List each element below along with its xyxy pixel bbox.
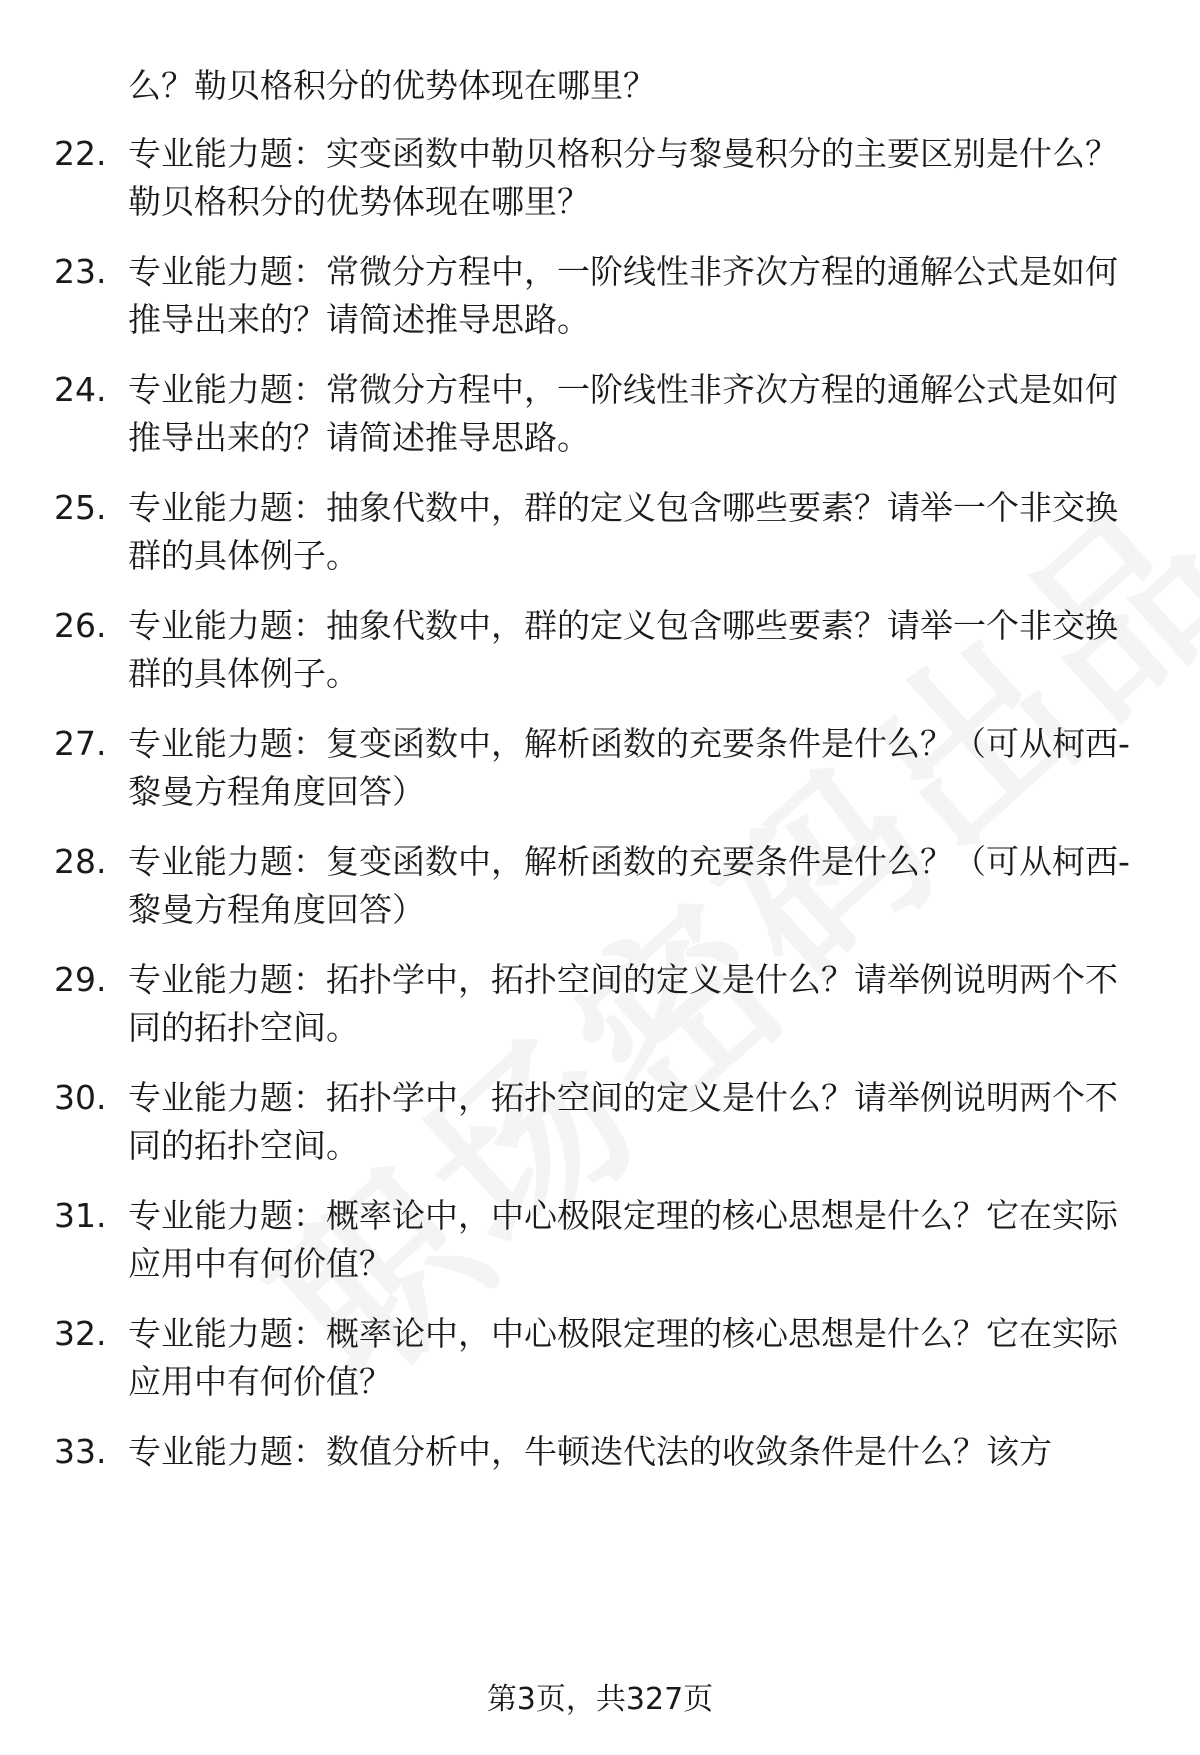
- continued-question-text: 么？勒贝格积分的优势体现在哪里？: [128, 66, 656, 105]
- question-number: 33.: [54, 1432, 107, 1471]
- question-number: 22.: [54, 134, 107, 173]
- question-number: 26.: [54, 606, 107, 645]
- question-number: 31.: [54, 1196, 107, 1235]
- question-text: 专业能力题：常微分方程中，一阶线性非齐次方程的通解公式是如何推导出来的？请简述推导思路。: [128, 252, 1118, 339]
- question-number: 28.: [54, 842, 107, 881]
- question-text: 专业能力题：抽象代数中，群的定义包含哪些要素？请举一个非交换群的具体例子。: [128, 488, 1118, 575]
- question-text: 专业能力题：拓扑学中，拓扑空间的定义是什么？请举例说明两个不同的拓扑空间。: [128, 960, 1118, 1047]
- question-text: 专业能力题：复变函数中，解析函数的充要条件是什么？（可从柯西-黎曼方程角度回答）: [128, 842, 1130, 929]
- question-text: 专业能力题：常微分方程中，一阶线性非齐次方程的通解公式是如何推导出来的？请简述推导思路。: [128, 370, 1118, 457]
- question-number: 24.: [54, 370, 107, 409]
- question-number: 23.: [54, 252, 107, 291]
- question-number: 29.: [54, 960, 107, 999]
- question-text: 专业能力题：概率论中，中心极限定理的核心思想是什么？它在实际应用中有何价值？: [128, 1314, 1118, 1401]
- question-text: 专业能力题：概率论中，中心极限定理的核心思想是什么？它在实际应用中有何价值？: [128, 1196, 1118, 1283]
- question-text: 专业能力题：复变函数中，解析函数的充要条件是什么？（可从柯西-黎曼方程角度回答）: [128, 724, 1130, 811]
- question-number: 25.: [54, 488, 107, 527]
- question-text: 专业能力题：拓扑学中，拓扑空间的定义是什么？请举例说明两个不同的拓扑空间。: [128, 1078, 1118, 1165]
- question-text: 专业能力题：抽象代数中，群的定义包含哪些要素？请举一个非交换群的具体例子。: [128, 606, 1118, 693]
- page-number-footer: 第3页，共327页: [486, 1682, 714, 1717]
- question-text: 专业能力题：实变函数中勒贝格积分与黎曼积分的主要区别是什么？勒贝格积分的优势体现在哪里？: [128, 134, 1118, 221]
- question-number: 32.: [54, 1314, 107, 1353]
- question-number: 27.: [54, 724, 107, 763]
- question-text: 专业能力题：数值分析中，牛顿迭代法的收敛条件是什么？该方: [128, 1432, 1052, 1471]
- question-number: 30.: [54, 1078, 107, 1117]
